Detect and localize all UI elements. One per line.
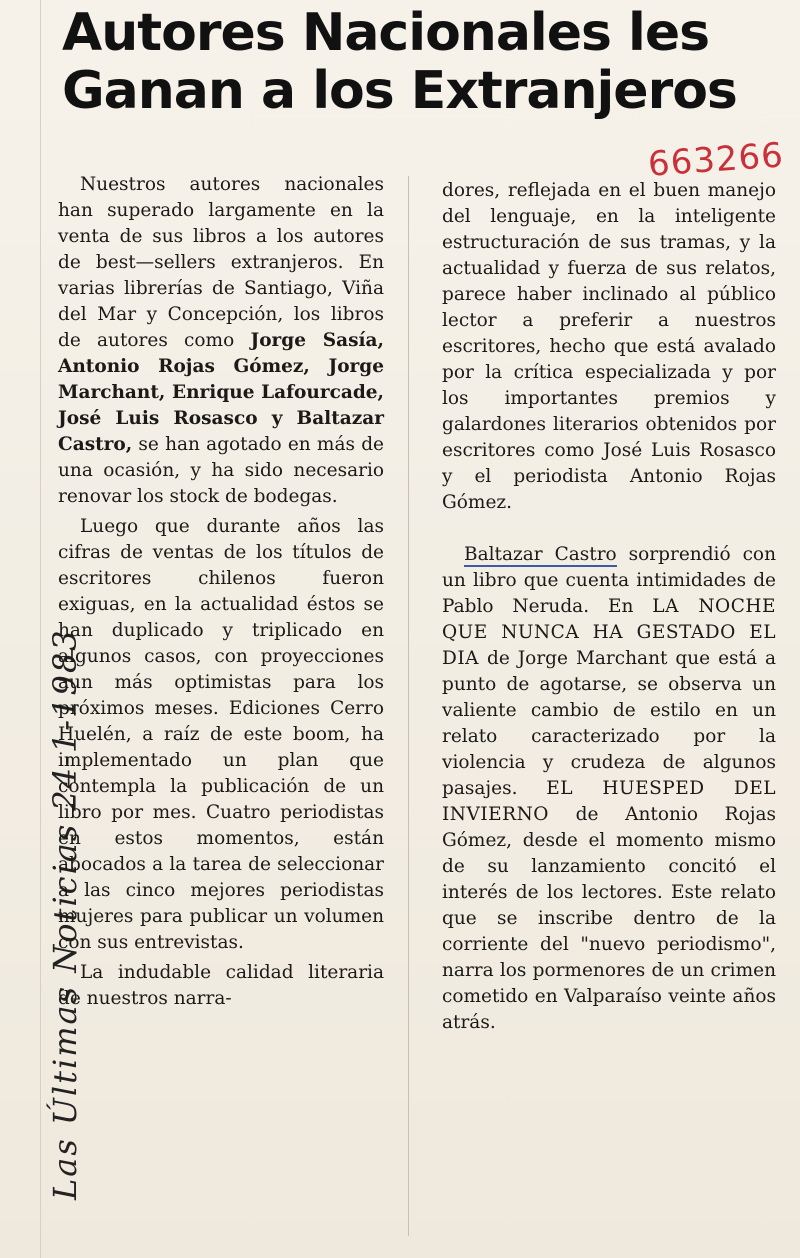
paragraph-1-text-b: se han agotado en más de una ocasión, y ha sido necesario renovar los stock de bodegas. — [58, 434, 384, 507]
baltazar-castro-name: Baltazar Castro — [464, 544, 617, 565]
article-paragraph-1 — [58, 172, 384, 510]
paragraph-4-text-b: de Jorge Marchant que está a punto de agotarse, se observa un valiente cambio de estilo en un relato caracterizado por la violencia y crudeza de algunos pasajes. — [442, 648, 776, 799]
article-paragraph-4 — [442, 542, 776, 1036]
catalog-number-stamp: 663266 — [646, 135, 786, 185]
clipping-margin — [0, 0, 41, 1258]
author-names: Jorge Sasía, Antonio Rojas Gómez, Jorge Marchant, Enrique Lafourcade, José Luis Rosasco y Baltazar Castro, — [58, 330, 384, 455]
headline-line-1: Autores Nacionales les — [62, 3, 710, 63]
headline — [62, 4, 762, 120]
book-title-la-noche: LA NOCHE QUE NUNCA HA GESTADO EL DIA — [442, 596, 776, 669]
book-title-el-huesped: EL HUESPED DEL INVIERNO — [442, 778, 776, 825]
article-paragraph-3-continued: dores, reflejada en el buen manejo del lenguaje, en la inteligente estructuración de sus tramas, y la actualidad y fuerza de sus relatos, parece haber inclinado al público lector a preferir a nuestros escritores, hecho que está avalado por la crítica especializada y por los importantes premios y galardones literarios obtenidos por escritores como José Luis Rosasco y el periodista Antonio Rojas Gómez. — [442, 180, 776, 513]
article-column-right — [442, 178, 776, 1040]
headline-line-2: Ganan a los Extranjeros — [62, 61, 737, 121]
paragraph-4-text-c: de Antonio Rojas Gómez, desde el momento mismo de su lanzamiento concitó el interés de los lectores. Este relato que se inscribe dentro de la corriente del "nuevo periodismo", narra los pormenores de un crimen cometido en Valparaíso veinte años atrás. — [442, 804, 776, 1033]
article-paragraph-2: Luego que durante años las cifras de ventas de los títulos de escritores chilenos fueron exiguas, en la actualidad éstos se han duplicado y triplicado en algunos casos, con proyecciones aun más optimistas para los próximos meses. Ediciones Cerro Huelén, a raíz de este boom, ha implementado un plan que contempla la publicación de un libro por mes. Cuatro periodistas en estos momentos, están abocados a la tarea de seleccionar a las cinco mejores periodistas mujeres para publicar un volumen con sus entrevistas. — [58, 516, 384, 953]
handwritten-source-note: Las Últimas Noticias 24-1-1983 — [46, 628, 84, 1200]
article-paragraph-3: La indudable calidad literaria de nuestros narra- — [58, 962, 384, 1009]
column-divider — [408, 176, 409, 1236]
paragraph-4-text-a: sorprendió con un libro que cuenta intimidades de Pablo Neruda. En — [442, 544, 776, 617]
paragraph-1-text-a: Nuestros autores nacionales han superado largamente en la venta de sus libros a los autores de best—sellers extranjeros. En varias librerías de Santiago, Viña del Mar y Concepción, los libros de autores como — [58, 174, 384, 351]
article-column-left — [58, 172, 384, 1016]
